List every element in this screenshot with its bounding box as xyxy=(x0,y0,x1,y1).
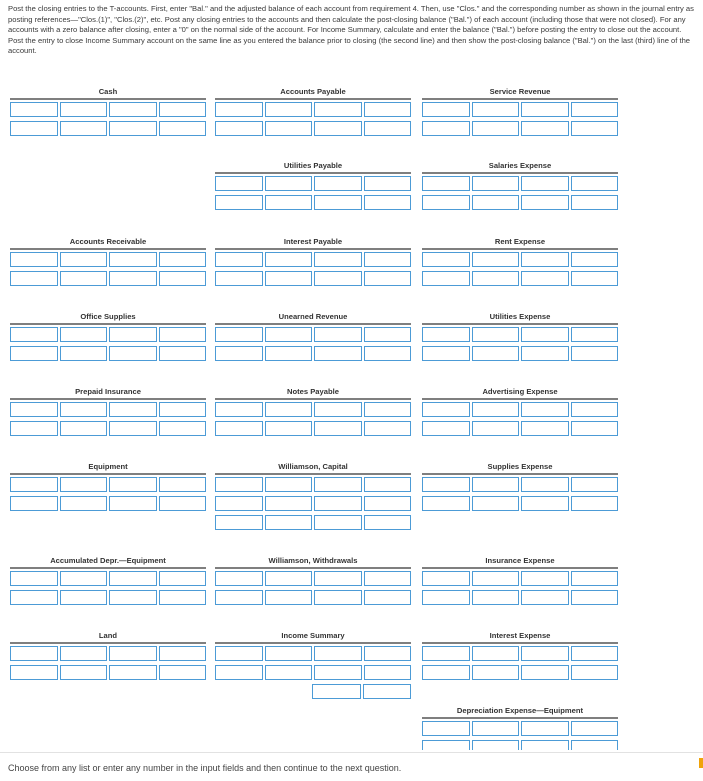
credit-label-input[interactable] xyxy=(109,402,157,417)
debit-label-input[interactable] xyxy=(10,402,58,417)
debit-label-input[interactable] xyxy=(10,665,58,680)
t-account-notes-payable xyxy=(215,386,411,440)
credit-label-input[interactable] xyxy=(521,176,569,191)
t-account-utilities-expense xyxy=(422,311,618,365)
debit-label-input[interactable] xyxy=(422,121,470,136)
footer-bar xyxy=(0,752,703,781)
debit-amount-input[interactable] xyxy=(60,346,108,361)
t-account-depreciation-expense-equipment xyxy=(422,705,618,750)
t-account-title: Depreciation Expense—Equipment xyxy=(456,706,584,715)
debit-amount-input[interactable] xyxy=(60,477,108,492)
t-account-rent-expense xyxy=(422,236,618,290)
credit-amount-input[interactable] xyxy=(364,477,412,492)
debit-label-input[interactable] xyxy=(10,121,58,136)
credit-label-input[interactable] xyxy=(521,740,569,750)
credit-amount-input[interactable] xyxy=(159,402,207,417)
t-account-insurance-expense xyxy=(422,555,618,609)
credit-label-input[interactable] xyxy=(109,665,157,680)
debit-amount-input[interactable] xyxy=(472,665,520,680)
debit-label-input[interactable] xyxy=(215,121,263,136)
credit-amount-input[interactable] xyxy=(159,346,207,361)
debit-label-input[interactable] xyxy=(215,477,263,492)
credit-amount-input[interactable] xyxy=(159,646,207,661)
debit-label-input[interactable] xyxy=(422,646,470,661)
debit-label-input[interactable] xyxy=(422,402,470,417)
credit-label-input[interactable] xyxy=(521,477,569,492)
t-account-title: Williamson, Capital xyxy=(278,462,348,471)
debit-label-input[interactable] xyxy=(422,496,470,511)
t-account-title: Cash xyxy=(98,87,118,96)
credit-amount-input[interactable] xyxy=(571,346,619,361)
debit-amount-input[interactable] xyxy=(60,252,108,267)
credit-amount-input[interactable] xyxy=(363,684,412,699)
credit-label-input[interactable] xyxy=(521,271,569,286)
credit-amount-input[interactable] xyxy=(159,252,207,267)
t-account-title: Accounts Payable xyxy=(280,87,346,96)
credit-label-input[interactable] xyxy=(109,327,157,342)
credit-label-input[interactable] xyxy=(314,590,362,605)
credit-amount-input[interactable] xyxy=(364,252,412,267)
debit-amount-input[interactable] xyxy=(265,421,313,436)
t-account-title: Land xyxy=(98,631,118,640)
debit-amount-input[interactable] xyxy=(265,402,313,417)
credit-label-input[interactable] xyxy=(521,102,569,117)
t-account-title: Notes Payable xyxy=(287,387,339,396)
debit-amount-input[interactable] xyxy=(60,496,108,511)
credit-label-input[interactable] xyxy=(109,252,157,267)
t-account-title: Williamson, Withdrawals xyxy=(268,556,358,565)
credit-amount-input[interactable] xyxy=(159,571,207,586)
credit-amount-input[interactable] xyxy=(571,590,619,605)
debit-amount-input[interactable] xyxy=(60,646,108,661)
debit-label-input[interactable] xyxy=(10,496,58,511)
debit-amount-input[interactable] xyxy=(60,327,108,342)
credit-label-input[interactable] xyxy=(314,496,362,511)
credit-amount-input[interactable] xyxy=(364,102,412,117)
credit-amount-input[interactable] xyxy=(364,176,412,191)
debit-label-input[interactable] xyxy=(422,721,470,736)
credit-label-input[interactable] xyxy=(109,421,157,436)
debit-label-input[interactable] xyxy=(215,346,263,361)
footer-instruction: Choose from any list or enter any number in the input fields and then continue to the next question. xyxy=(8,763,402,773)
credit-amount-input[interactable] xyxy=(364,195,412,210)
credit-amount-input[interactable] xyxy=(159,327,207,342)
credit-label-input[interactable] xyxy=(109,477,157,492)
credit-label-input[interactable] xyxy=(521,327,569,342)
debit-amount-input[interactable] xyxy=(60,590,108,605)
debit-amount-input[interactable] xyxy=(265,496,313,511)
debit-amount-input[interactable] xyxy=(60,121,108,136)
debit-amount-input[interactable] xyxy=(472,176,520,191)
credit-label-input[interactable] xyxy=(109,346,157,361)
debit-label-input[interactable] xyxy=(215,590,263,605)
credit-amount-input[interactable] xyxy=(159,665,207,680)
credit-label-input[interactable] xyxy=(109,571,157,586)
t-account-land xyxy=(10,630,206,684)
debit-amount-input[interactable] xyxy=(60,102,108,117)
debit-amount-input[interactable] xyxy=(60,271,108,286)
credit-amount-input[interactable] xyxy=(159,271,207,286)
debit-amount-input[interactable] xyxy=(472,496,520,511)
credit-label-input[interactable] xyxy=(314,515,362,530)
debit-amount-input[interactable] xyxy=(265,121,313,136)
t-account-title: Utilities Payable xyxy=(283,161,343,170)
credit-label-input[interactable] xyxy=(314,646,362,661)
debit-label-input[interactable] xyxy=(422,665,470,680)
debit-amount-input[interactable] xyxy=(472,271,520,286)
credit-amount-input[interactable] xyxy=(364,271,412,286)
t-account-title: Interest Expense xyxy=(489,631,551,640)
credit-amount-input[interactable] xyxy=(364,571,412,586)
debit-label-input[interactable] xyxy=(215,102,263,117)
debit-amount-input[interactable] xyxy=(265,271,313,286)
debit-label-input[interactable] xyxy=(422,271,470,286)
credit-amount-input[interactable] xyxy=(571,327,619,342)
debit-label-input[interactable] xyxy=(215,402,263,417)
t-account-title: Supplies Expense xyxy=(487,462,553,471)
debit-amount-input[interactable] xyxy=(265,477,313,492)
t-account-title: Unearned Revenue xyxy=(278,312,348,321)
debit-label-input[interactable] xyxy=(422,346,470,361)
credit-amount-input[interactable] xyxy=(571,176,619,191)
debit-amount-input[interactable] xyxy=(265,327,313,342)
credit-label-input[interactable] xyxy=(109,496,157,511)
credit-label-input[interactable] xyxy=(521,646,569,661)
t-account-title: Equipment xyxy=(88,462,128,471)
t-account-title: Interest Payable xyxy=(283,237,343,246)
credit-label-input[interactable] xyxy=(521,421,569,436)
debit-label-input[interactable] xyxy=(10,346,58,361)
credit-amount-input[interactable] xyxy=(571,740,619,750)
credit-label-input[interactable] xyxy=(314,102,362,117)
debit-label-input[interactable] xyxy=(422,102,470,117)
credit-amount-input[interactable] xyxy=(571,102,619,117)
debit-label-input[interactable] xyxy=(215,176,263,191)
debit-amount-input[interactable] xyxy=(265,590,313,605)
debit-label-input[interactable] xyxy=(422,590,470,605)
credit-label-input[interactable] xyxy=(521,665,569,680)
debit-label-input[interactable] xyxy=(215,665,263,680)
debit-label-input[interactable] xyxy=(10,477,58,492)
debit-amount-input[interactable] xyxy=(265,346,313,361)
credit-label-input[interactable] xyxy=(521,571,569,586)
credit-amount-input[interactable] xyxy=(571,477,619,492)
t-account-title: Insurance Expense xyxy=(485,556,555,565)
debit-label-input[interactable] xyxy=(215,421,263,436)
t-account-salaries-expense xyxy=(422,160,618,214)
debit-label-input[interactable] xyxy=(10,327,58,342)
credit-label-input[interactable] xyxy=(314,477,362,492)
credit-label-input[interactable] xyxy=(521,590,569,605)
debit-amount-input[interactable] xyxy=(472,402,520,417)
t-account-title: Accumulated Depr.—Equipment xyxy=(50,556,166,565)
credit-amount-input[interactable] xyxy=(159,496,207,511)
t-account-supplies-expense xyxy=(422,461,618,515)
t-account-title: Utilities Expense xyxy=(489,312,551,321)
debit-label-input[interactable] xyxy=(215,195,263,210)
credit-label-input[interactable] xyxy=(314,271,362,286)
t-account-williamson-withdrawals xyxy=(215,555,411,609)
t-account-title: Salaries Expense xyxy=(488,161,552,170)
credit-amount-input[interactable] xyxy=(364,327,412,342)
debit-amount-input[interactable] xyxy=(265,176,313,191)
debit-label-input[interactable] xyxy=(10,421,58,436)
debit-amount-input[interactable] xyxy=(265,102,313,117)
credit-label-input[interactable] xyxy=(314,176,362,191)
credit-amount-input[interactable] xyxy=(571,646,619,661)
debit-amount-input[interactable] xyxy=(60,402,108,417)
credit-label-input[interactable] xyxy=(314,402,362,417)
t-account-office-supplies xyxy=(10,311,206,365)
debit-label-input[interactable] xyxy=(10,571,58,586)
credit-label-input[interactable] xyxy=(314,346,362,361)
credit-label-input[interactable] xyxy=(314,121,362,136)
debit-amount-input[interactable] xyxy=(472,195,520,210)
t-account-title: Accounts Receivable xyxy=(69,237,147,246)
debit-amount-input[interactable] xyxy=(472,102,520,117)
t-account-title: Rent Expense xyxy=(494,237,546,246)
debit-label-input[interactable] xyxy=(422,571,470,586)
debit-label-input[interactable] xyxy=(215,271,263,286)
debit-amount-input[interactable] xyxy=(472,590,520,605)
credit-label-input[interactable] xyxy=(314,327,362,342)
t-account-cash xyxy=(10,86,206,140)
debit-label-input[interactable] xyxy=(10,102,58,117)
credit-amount-input[interactable] xyxy=(364,402,412,417)
credit-amount-input[interactable] xyxy=(364,346,412,361)
debit-amount-input[interactable] xyxy=(472,252,520,267)
credit-amount-input[interactable] xyxy=(571,121,619,136)
t-account-unearned-revenue xyxy=(215,311,411,365)
credit-label-input[interactable] xyxy=(314,195,362,210)
debit-amount-input[interactable] xyxy=(265,252,313,267)
credit-amount-input[interactable] xyxy=(364,590,412,605)
credit-amount-input[interactable] xyxy=(364,496,412,511)
debit-label-input[interactable] xyxy=(10,590,58,605)
debit-label-input[interactable] xyxy=(422,252,470,267)
credit-label-input[interactable] xyxy=(521,496,569,511)
credit-amount-input[interactable] xyxy=(159,590,207,605)
debit-label-input[interactable] xyxy=(10,252,58,267)
empty-slot xyxy=(215,684,262,699)
debit-label-input[interactable] xyxy=(422,477,470,492)
t-account-income-summary xyxy=(215,630,411,703)
debit-label-input[interactable] xyxy=(215,646,263,661)
credit-label-input[interactable] xyxy=(109,646,157,661)
credit-label-input[interactable] xyxy=(109,590,157,605)
t-account-title: Income Summary xyxy=(281,631,345,640)
credit-amount-input[interactable] xyxy=(364,665,412,680)
debit-label-input[interactable] xyxy=(422,740,470,750)
credit-label-input[interactable] xyxy=(314,665,362,680)
t-account-interest-expense xyxy=(422,630,618,684)
credit-amount-input[interactable] xyxy=(571,665,619,680)
debit-amount-input[interactable] xyxy=(60,421,108,436)
t-account-service-revenue xyxy=(422,86,618,140)
credit-label-input[interactable] xyxy=(314,421,362,436)
debit-amount-input[interactable] xyxy=(472,421,520,436)
t-account-accumulated-depr-equipment xyxy=(10,555,206,609)
credit-amount-input[interactable] xyxy=(571,271,619,286)
credit-amount-input[interactable] xyxy=(364,121,412,136)
debit-amount-input[interactable] xyxy=(472,740,520,750)
instructions-text: Post the closing entries to the T-accounts. First, enter "Bal." and the adjusted balance of each account from requirement 4. Then, use "Clos." and the corresponding number as shown in the journal entry as posting references—"Clos.(1)", "Clos.(2)", etc. Post any closing entries to the accounts and then calculate the post-closing balance ("Bal.") of each account (including those that were not closed). For any accounts with a zero balance after closing, enter a "0" on the normal side of the account. For Income Summary, calculate and enter the balance ("Bal.") before posting the entry to close out the account. Post the entry to close Income Summary account on the same line as you entered the balance prior to closing (the second line) and then show the post-closing balance ("Bal.") on the last (third) line of the account. xyxy=(8,4,694,56)
debit-amount-input[interactable] xyxy=(472,571,520,586)
debit-amount-input[interactable] xyxy=(265,665,313,680)
debit-label-input[interactable] xyxy=(422,195,470,210)
credit-label-input[interactable] xyxy=(521,195,569,210)
credit-label-input[interactable] xyxy=(312,684,361,699)
credit-amount-input[interactable] xyxy=(571,721,619,736)
debit-label-input[interactable] xyxy=(10,271,58,286)
debit-amount-input[interactable] xyxy=(472,327,520,342)
credit-amount-input[interactable] xyxy=(364,421,412,436)
t-account-advertising-expense xyxy=(422,386,618,440)
t-account-equipment xyxy=(10,461,206,515)
debit-amount-input[interactable] xyxy=(472,721,520,736)
debit-amount-input[interactable] xyxy=(472,346,520,361)
credit-label-input[interactable] xyxy=(314,252,362,267)
scroll-indicator xyxy=(699,758,703,768)
credit-label-input[interactable] xyxy=(521,402,569,417)
credit-amount-input[interactable] xyxy=(571,252,619,267)
debit-label-input[interactable] xyxy=(215,327,263,342)
debit-label-input[interactable] xyxy=(422,327,470,342)
credit-label-input[interactable] xyxy=(521,721,569,736)
debit-amount-input[interactable] xyxy=(472,646,520,661)
credit-label-input[interactable] xyxy=(109,271,157,286)
debit-label-input[interactable] xyxy=(215,571,263,586)
t-account-title: Advertising Expense xyxy=(482,387,558,396)
debit-amount-input[interactable] xyxy=(265,195,313,210)
credit-label-input[interactable] xyxy=(109,121,157,136)
t-account-prepaid-insurance xyxy=(10,386,206,440)
debit-label-input[interactable] xyxy=(422,421,470,436)
credit-amount-input[interactable] xyxy=(159,477,207,492)
credit-label-input[interactable] xyxy=(521,252,569,267)
debit-label-input[interactable] xyxy=(10,646,58,661)
t-account-title: Office Supplies xyxy=(80,312,136,321)
debit-amount-input[interactable] xyxy=(472,477,520,492)
debit-amount-input[interactable] xyxy=(265,571,313,586)
debit-amount-input[interactable] xyxy=(265,515,313,530)
t-account-title: Prepaid Insurance xyxy=(75,387,141,396)
credit-label-input[interactable] xyxy=(109,102,157,117)
debit-label-input[interactable] xyxy=(215,496,263,511)
debit-amount-input[interactable] xyxy=(265,646,313,661)
debit-amount-input[interactable] xyxy=(60,571,108,586)
empty-slot xyxy=(264,684,311,699)
credit-label-input[interactable] xyxy=(314,571,362,586)
credit-label-input[interactable] xyxy=(521,346,569,361)
credit-amount-input[interactable] xyxy=(159,121,207,136)
credit-amount-input[interactable] xyxy=(364,646,412,661)
credit-amount-input[interactable] xyxy=(571,402,619,417)
credit-amount-input[interactable] xyxy=(159,102,207,117)
credit-amount-input[interactable] xyxy=(571,496,619,511)
t-account-interest-payable xyxy=(215,236,411,290)
t-account-accounts-payable xyxy=(215,86,411,140)
t-account-title: Service Revenue xyxy=(489,87,551,96)
credit-amount-input[interactable] xyxy=(364,515,412,530)
debit-label-input[interactable] xyxy=(215,252,263,267)
debit-amount-input[interactable] xyxy=(472,121,520,136)
debit-label-input[interactable] xyxy=(215,515,263,530)
t-account-accounts-receivable xyxy=(10,236,206,290)
credit-amount-input[interactable] xyxy=(159,421,207,436)
credit-amount-input[interactable] xyxy=(571,195,619,210)
credit-label-input[interactable] xyxy=(521,121,569,136)
debit-amount-input[interactable] xyxy=(60,665,108,680)
t-account-williamson-capital xyxy=(215,461,411,534)
t-account-utilities-payable xyxy=(215,160,411,214)
debit-label-input[interactable] xyxy=(422,176,470,191)
credit-amount-input[interactable] xyxy=(571,571,619,586)
credit-amount-input[interactable] xyxy=(571,421,619,436)
